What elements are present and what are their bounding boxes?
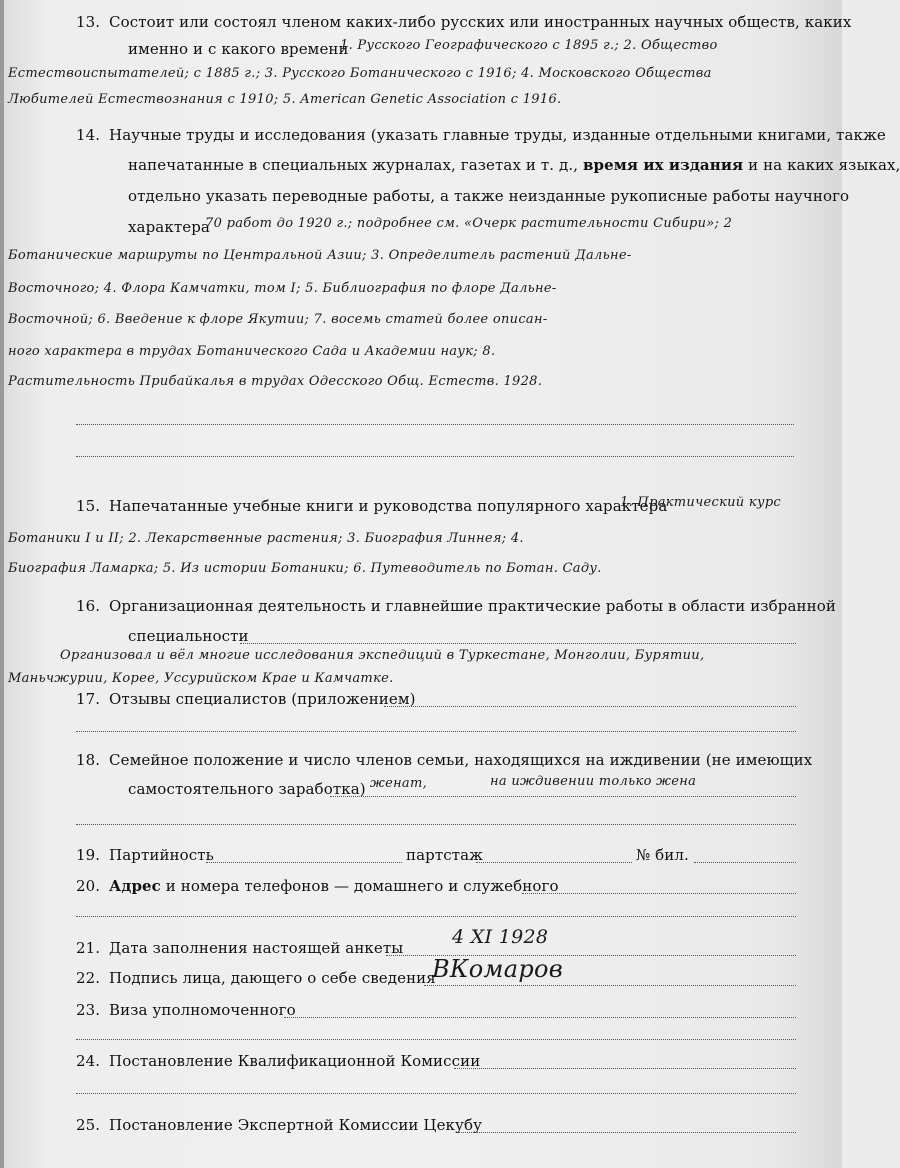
item-17-fill-line: [384, 706, 796, 707]
item-15-line1: [76, 497, 667, 515]
item-23-question: Виза уполномоченного: [109, 1001, 296, 1019]
item-18-line2: самостоятельного заработка): [128, 780, 366, 798]
page-edge: [0, 0, 4, 1168]
item-14-answer-5: ного характера в трудах Ботанического Сада и Академии наук; 8.: [8, 344, 496, 359]
item-23-number: 23.: [76, 1001, 101, 1019]
item-14-blank-line-2: [76, 456, 794, 457]
item-23-line: [76, 1001, 296, 1019]
item-24-question: Постановление Квалификационной Комиссии: [109, 1052, 481, 1070]
item-20-address-bold: Адрес: [109, 877, 161, 895]
item-24-fill-line: [454, 1068, 796, 1069]
item-14-answer-1: 70 работ до 1920 г.; подробнее см. «Очерк растительности Сибири»; 2: [205, 216, 733, 231]
item-18-number: 18.: [76, 751, 101, 769]
item-14-line2-bold: время их издания: [582, 156, 744, 174]
item-16-line1: [76, 597, 836, 615]
item-19-party-field: [206, 862, 402, 863]
item-15-question: Напечатанные учебные книги и руководства популярного характера: [109, 497, 668, 515]
item-17-question: Отзывы специалистов (приложением): [109, 690, 416, 708]
item-19-card-field: [694, 862, 796, 863]
item-24-line: [76, 1052, 480, 1070]
item-22-fill-line: [424, 985, 796, 986]
item-19-tenure-label: партстаж: [406, 846, 484, 864]
item-14-line3: отдельно указать переводные работы, а также неизданные рукописные работы научного: [128, 187, 850, 205]
item-13-line2: именно и с какого времени: [128, 40, 349, 58]
item-19-number: 19.: [76, 846, 101, 864]
item-14-line1: [76, 126, 886, 144]
item-14-line2: [128, 156, 900, 174]
signature: ВКомаров: [432, 955, 564, 983]
item-13-answer-2: Естествоиспытателей; с 1885 г.; 3. Русского Ботанического с 1916; 4. Московского Общества: [8, 66, 712, 81]
item-19-party-label: Партийность: [109, 846, 214, 864]
item-14-answer-4: Восточной; 6. Введение к флоре Якутии; 7. восемь статей более описан-: [8, 312, 548, 327]
item-14-answer-3: Восточного; 4. Флора Камчатки, том I; 5. Библиография по флоре Дальне-: [8, 281, 557, 296]
item-25-fill-line: [458, 1132, 796, 1133]
item-20-line: [76, 877, 559, 895]
item-18-question: Семейное положение и число членов семьи, находящихся на иждивении (не имеющих: [109, 751, 813, 769]
item-21-number: 21.: [76, 939, 101, 957]
item-16-line2: специальности: [128, 627, 249, 645]
item-16-number: 16.: [76, 597, 101, 615]
item-19-card-label: № бил.: [636, 846, 689, 864]
item-15-number: 15.: [76, 497, 101, 515]
item-13-answer-3: Любителей Естествознания с 1910; 5. American Genetic Association с 1916.: [8, 92, 562, 107]
item-16-answer-2: Маньчжурии, Корее, Уссурийском Крае и Камчатке.: [8, 671, 394, 686]
item-18-blank-line: [76, 824, 796, 825]
item-19-tenure-field: [476, 862, 632, 863]
item-23-blank-line: [76, 1039, 796, 1040]
item-16-question: Организационная деятельность и главнейшие практические работы в области избранной: [109, 597, 836, 615]
item-17-number: 17.: [76, 690, 101, 708]
item-14-blank-line-1: [76, 424, 794, 425]
item-14-number: 14.: [76, 126, 101, 144]
item-23-fill-line: [284, 1017, 796, 1018]
item-21-line: [76, 939, 403, 957]
item-14-answer-6: Растительность Прибайкалья в трудах Одесского Общ. Естеств. 1928.: [8, 374, 543, 389]
item-25-number: 25.: [76, 1116, 101, 1134]
item-17-line: [76, 690, 416, 708]
item-13-number: 13.: [76, 13, 101, 31]
item-20-blank-line: [76, 916, 796, 917]
item-18-answer-1: женат,: [370, 776, 428, 791]
item-20-number: 20.: [76, 877, 101, 895]
item-15-answer-1: 1. Практический курс: [620, 495, 782, 510]
item-14-answer-2: Ботанические маршруты по Центральной Азии; 3. Определитель растений Дальне-: [8, 248, 632, 263]
item-21-date-answer: 4 XI 1928: [452, 926, 549, 948]
item-13-line1: [76, 13, 851, 31]
item-16-fill-line: [240, 643, 796, 644]
item-25-question: Постановление Экспертной Комиссии Цекубу: [109, 1116, 483, 1134]
item-17-blank-line: [76, 731, 796, 732]
item-19-line: [76, 846, 214, 864]
item-18-answer-2: на иждивении только жена: [490, 774, 697, 789]
item-13-answer-1: 1. Русского Географического с 1895 г.; 2. Общество: [340, 38, 718, 53]
item-22-line: [76, 969, 436, 987]
item-20-question: и номера телефонов — домашнего и служебного: [165, 877, 559, 895]
item-24-blank-line: [76, 1093, 796, 1094]
item-20-fill-line: [522, 893, 796, 894]
item-22-question: Подпись лица, дающего о себе сведения: [109, 969, 436, 987]
item-16-answer-1: Организовал и вёл многие исследования экспедиций в Туркестане, Монголии, Бурятии,: [60, 648, 705, 663]
item-24-number: 24.: [76, 1052, 101, 1070]
item-14-line4: характера: [128, 218, 210, 236]
item-15-answer-2: Ботаники I и II; 2. Лекарственные растения; 3. Биография Линнея; 4.: [8, 531, 524, 546]
item-14-line2-c: и на каких языках,: [748, 156, 900, 174]
item-14-line2-a: напечатанные в специальных журналах, газетах и т. д.,: [128, 156, 579, 174]
item-15-answer-3: Биография Ламарка; 5. Из истории Ботаники; 6. Путеводитель по Ботан. Саду.: [8, 561, 602, 576]
item-22-number: 22.: [76, 969, 101, 987]
item-18-fill-line: [330, 796, 796, 797]
item-21-question: Дата заполнения настоящей анкеты: [109, 939, 404, 957]
item-18-line1: [76, 751, 812, 769]
item-14-question: Научные труды и исследования (указать главные труды, изданные отдельными книгами, также: [109, 126, 886, 144]
item-25-line: [76, 1116, 482, 1134]
item-13-question: Состоит или состоял членом каких-либо русских или иностранных научных обществ, каких: [109, 13, 852, 31]
